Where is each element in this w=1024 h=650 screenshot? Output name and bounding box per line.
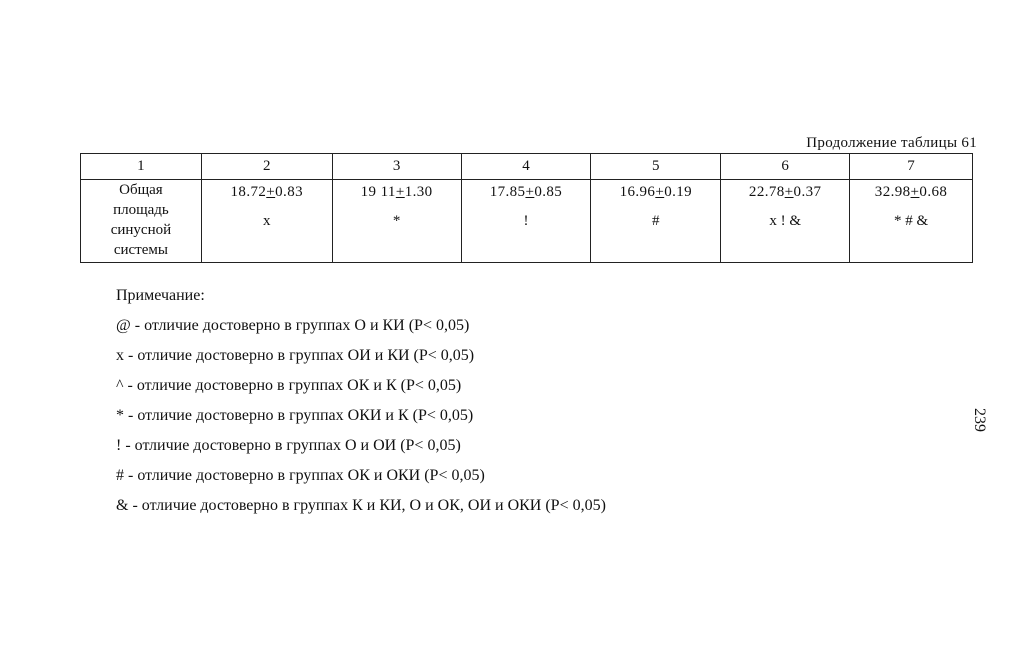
note-item: & - отличие достоверно в группах К и КИ, О и ОК, ОИ и ОКИ (Р< 0,05) [116, 497, 606, 514]
table-caption: Продолжение таблицы 61 [806, 135, 977, 151]
column-header: 1 [81, 154, 202, 180]
mean-value: 18.72+0.83 [230, 184, 304, 200]
page-number: 239 [971, 408, 988, 432]
row-label-line: системы [113, 242, 168, 258]
column-header: 4 [461, 154, 591, 180]
table-row [81, 180, 973, 263]
column-header: 3 [332, 154, 461, 180]
row-label-line: площадь [113, 202, 169, 218]
row-label-cell [81, 180, 202, 263]
data-table [80, 153, 973, 263]
column-header: 7 [850, 154, 973, 180]
column-header: 6 [721, 154, 850, 180]
value-cell [332, 180, 461, 263]
notes-title: Примечание: [116, 287, 205, 304]
value-cell [721, 180, 850, 263]
mean-value: 19 11+1.30 [360, 184, 433, 200]
value-cell [591, 180, 721, 263]
note-item: ! - отличие достоверно в группах О и ОИ (Р< 0,05) [116, 437, 461, 454]
significance-marks: x [263, 213, 271, 229]
significance-marks: ! [523, 213, 529, 229]
significance-marks: x ! & [769, 213, 801, 229]
value-cell [850, 180, 973, 263]
note-item: x - отличие достоверно в группах ОИ и КИ (Р< 0,05) [116, 347, 475, 364]
significance-marks: * # & [893, 213, 929, 229]
mean-value: 22.78+0.37 [748, 184, 822, 200]
mean-value: 17.85+0.85 [489, 184, 563, 200]
row-label-line: синусной [110, 222, 172, 238]
value-cell [461, 180, 591, 263]
note-item: * - отличие достоверно в группах ОКИ и К (Р< 0,05) [116, 407, 474, 424]
value-cell [201, 180, 332, 263]
header-row [81, 154, 973, 180]
column-header: 2 [201, 154, 332, 180]
note-item: @ - отличие достоверно в группах О и КИ (Р< 0,05) [116, 317, 470, 334]
note-item: # - отличие достоверно в группах ОК и ОКИ (Р< 0,05) [116, 467, 485, 484]
column-header: 5 [591, 154, 721, 180]
note-item: ^ - отличие достоверно в группах ОК и К (Р< 0,05) [116, 377, 462, 394]
row-label-line: Общая [119, 182, 163, 198]
significance-marks: * [392, 213, 401, 229]
mean-value: 32.98+0.68 [874, 184, 948, 200]
significance-marks: # [652, 213, 660, 229]
notes-section [116, 286, 606, 526]
mean-value: 16.96+0.19 [619, 184, 693, 200]
